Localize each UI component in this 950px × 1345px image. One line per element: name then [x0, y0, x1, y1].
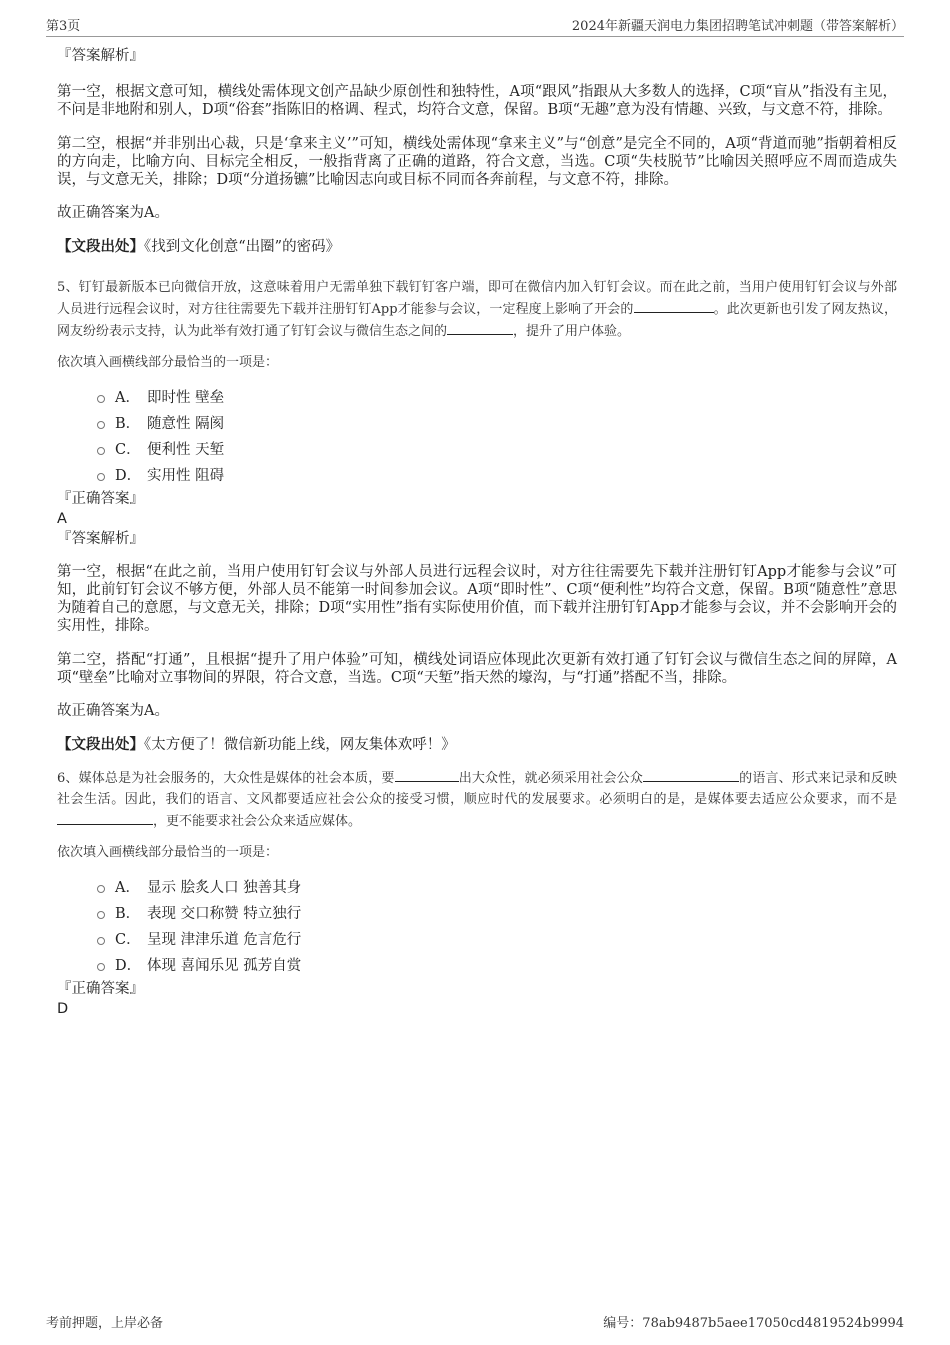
- q6-blank-1: [395, 767, 459, 782]
- option-text: 便利性 天堑: [147, 441, 225, 458]
- q6-option-c[interactable]: [57, 925, 897, 951]
- radio-icon[interactable]: [97, 885, 105, 893]
- option-letter: D．: [115, 467, 142, 484]
- option-letter: C．: [115, 931, 141, 948]
- q5-option-d[interactable]: [57, 461, 897, 487]
- option-text: 实用性 阻碍: [147, 467, 225, 484]
- option-text: 显示 脍炙人口 独善其身: [147, 879, 302, 896]
- q6-prompt: 依次填入画横线部分最恰当的一项是：: [57, 845, 279, 860]
- q4-source-title: 《找到文化创意“出圈”的密码》: [144, 239, 341, 255]
- q4-analysis-p2: 第二空，根据“并非别出心裁，只是‘拿来主义’”可知，横线处需体现“拿来主义”与“创意”是完全不同的，A项“背道而驰”指朝着相反的方向走，比喻方向、目标完全相反，一般指背离了正确的道路，符合文意，当选。C项“失枝脱节”比喻因关照呼应不周而造成失误，与文意无关，排除；D项“分道扬镳”比喻因志向或目标不同而各奔前程，与文意不符，排除。: [57, 136, 897, 188]
- radio-icon[interactable]: [97, 963, 105, 971]
- radio-icon[interactable]: [97, 395, 105, 403]
- option-letter: B．: [115, 905, 141, 922]
- q5-answer-label: 『正确答案』: [57, 491, 144, 507]
- q6-blank-2: [643, 767, 739, 782]
- option-letter: C．: [115, 441, 141, 458]
- q5-answer: A: [57, 511, 67, 527]
- q6-blank-3: [57, 810, 153, 825]
- q6-option-d[interactable]: [57, 951, 897, 977]
- q5-source: [57, 735, 897, 755]
- q5-analysis-p2: 第二空，搭配“打通”，且根据“提升了用户体验”可知，横线处词语应体现此次更新有效打通了钉钉会议与微信生态之间的屏障，A项“壁垒”比喻对立事物间的界限，符合文意，当选。C项“天堑”指天然的壕沟，与“打通”搭配不当，排除。: [57, 652, 897, 686]
- q6-option-b[interactable]: [57, 899, 897, 925]
- q6-answer-label: 『正确答案』: [57, 981, 144, 997]
- radio-icon[interactable]: [97, 911, 105, 919]
- q5-options: [57, 383, 897, 487]
- q5-option-b[interactable]: [57, 409, 897, 435]
- page-content: [57, 44, 897, 1019]
- radio-icon[interactable]: [97, 421, 105, 429]
- document-title: 2024年新疆天润电力集团招聘笔试冲刺题（带答案解析）: [571, 19, 904, 34]
- q4-analysis-p1: 第一空，根据文意可知，横线处需体现文创产品缺少原创性和独特性，A项“跟风”指跟从大多数人的选择，C项“盲从”指没有主见，不问是非地附和别人，D项“俗套”指陈旧的格调、程式，均符合文意，保留。B项“无趣”意为没有情趣、兴致，与文意不符，排除。: [57, 84, 897, 118]
- option-letter: D．: [115, 957, 142, 974]
- q6-text-d: ，更不能要求社会公众来适应媒体。: [153, 814, 362, 829]
- option-text: 即时性 壁垒: [147, 389, 225, 406]
- q5-question: [57, 277, 897, 342]
- q5-option-a[interactable]: [57, 383, 897, 409]
- radio-icon[interactable]: [97, 937, 105, 945]
- q5-source-title: 《太方便了！微信新功能上线，网友集体欢呼！》: [144, 737, 456, 753]
- page-number: 第3页: [46, 19, 81, 34]
- option-letter: A．: [115, 879, 140, 896]
- q5-blank-1: [634, 298, 714, 313]
- q6-question: [57, 767, 897, 832]
- option-text: 体现 喜闻乐见 孤芳自赏: [147, 957, 302, 974]
- q6-text-a: 6、媒体总是为社会服务的，大众性是媒体的社会本质，要: [57, 771, 395, 786]
- q5-text-a: 5、钉钉最新版本已向微信开放，这意味着用户无需单独下载钉钉客户端，即可在微信内加入钉钉会议。而在此之前，当用户使用钉钉会议与外部人员进行远程会议时，对方往往需要先下载并注册钉钉App才能参与会议，一定程度上影响了开会的: [57, 280, 897, 317]
- q5-text-b: 。此次更新也引发了网友热议，网友纷纷表示支持，认为此举有效打通了钉钉会议与微信生态之间的: [57, 302, 897, 339]
- document-id: 编号：78ab9487b5aee17050cd4819524b9994: [603, 1316, 904, 1331]
- q4-analysis-label: 『答案解析』: [57, 48, 144, 64]
- q5-prompt: 依次填入画横线部分最恰当的一项是：: [57, 355, 279, 370]
- option-text: 随意性 隔阂: [147, 415, 225, 432]
- page-footer: [46, 1312, 904, 1331]
- q6-option-a[interactable]: [57, 873, 897, 899]
- q5-source-label: 【文段出处】: [57, 736, 144, 753]
- footer-slogan: 考前押题，上岸必备: [46, 1316, 164, 1331]
- option-letter: B．: [115, 415, 141, 432]
- q5-blank-2: [447, 320, 513, 335]
- q6-text-c: 的语言、形式来记录和反映社会生活。因此，我们的语言、文风都要适应社会公众的接受习惯，顺应时代的发展要求。必须明白的是，是媒体要去适应公众要求，而不是: [57, 771, 897, 807]
- q6-answer: D: [57, 1001, 69, 1017]
- q5-option-c[interactable]: [57, 435, 897, 461]
- page-header: [46, 12, 904, 37]
- option-letter: A．: [115, 389, 140, 406]
- q5-analysis-label: 『答案解析』: [57, 531, 144, 547]
- q4-source-label: 【文段出处】: [57, 238, 144, 255]
- q6-options: [57, 873, 897, 977]
- q6-text-b: 出大众性，就必须采用社会公众: [458, 771, 644, 786]
- q5-text-c: ，提升了用户体验。: [513, 324, 631, 339]
- option-text: 呈现 津津乐道 危言危行: [147, 931, 302, 948]
- option-text: 表现 交口称赞 特立独行: [147, 905, 302, 922]
- q5-conclusion: 故正确答案为A。: [57, 703, 169, 719]
- radio-icon[interactable]: [97, 473, 105, 481]
- q5-analysis-p1: 第一空，根据“在此之前，当用户使用钉钉会议与外部人员进行远程会议时，对方往往需要先下载并注册钉钉App才能参与会议”可知，此前钉钉会议不够方便，外部人员不能第一时间参加会议。A项“即时性”、C项“便利性”均符合文意，保留。B项“随意性”意思为随着自己的意愿，与文意无关，排除；D项“实用性”指有实际使用价值，而下载并注册钉钉App才能参与会议，并不会影响开会的实用性，排除。: [57, 564, 897, 634]
- radio-icon[interactable]: [97, 447, 105, 455]
- q4-conclusion: 故正确答案为A。: [57, 205, 169, 221]
- q4-source: [57, 237, 897, 257]
